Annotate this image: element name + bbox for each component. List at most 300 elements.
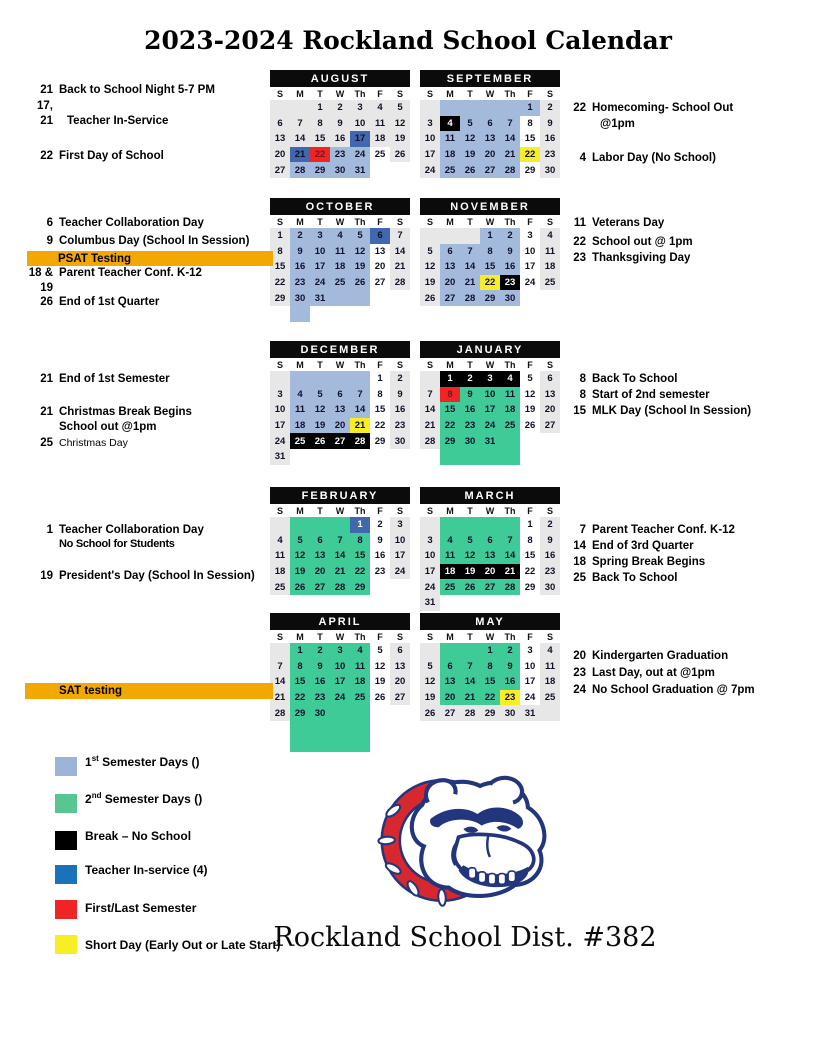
day-cell: 28 (460, 290, 480, 306)
day-cell (370, 306, 390, 322)
day-cell: 31 (270, 449, 290, 465)
day-cell (520, 449, 540, 465)
day-cell: 29 (270, 290, 290, 306)
annotation-line: 15 MLK Day (School In Session) (573, 405, 752, 417)
day-cell: 9 (540, 116, 560, 132)
day-cell: 7 (330, 533, 350, 549)
day-cell (440, 449, 460, 465)
day-cell: 23 (290, 275, 310, 291)
day-of-week-header (420, 630, 560, 643)
day-cell: 17 (390, 548, 410, 564)
day-header: T (317, 359, 323, 370)
annotation-line: 22 School out @ 1pm (573, 236, 693, 248)
day-header: Th (354, 88, 366, 99)
day-cell: 15 (480, 674, 500, 690)
day-header: S (426, 505, 433, 516)
day-cell: 9 (370, 533, 390, 549)
annotation-line: 19 President's Day (School In Session) (40, 570, 255, 582)
day-header: Th (354, 631, 366, 642)
day-cell (500, 517, 520, 533)
day-cell: 19 (290, 564, 310, 580)
day-cell (540, 595, 560, 611)
day-cell: 21 (460, 690, 480, 706)
legend-swatch-first-semester (55, 757, 77, 776)
day-cell (420, 100, 440, 116)
day-cell: 6 (330, 387, 350, 403)
day-cell: 6 (480, 116, 500, 132)
annotation-line: 21 Christmas Break Begins (40, 406, 192, 418)
day-cell: 17 (480, 402, 500, 418)
day-cell: 2 (370, 517, 390, 533)
annotation-line: 26 End of 1st Quarter (40, 296, 160, 308)
day-cell: 10 (350, 116, 370, 132)
legend-item (55, 935, 280, 954)
day-cell: 12 (350, 244, 370, 260)
day-header: S (396, 359, 403, 370)
day-cell: 8 (480, 659, 500, 675)
day-cell: 6 (440, 659, 460, 675)
day-cell: 12 (520, 387, 540, 403)
day-header: M (446, 88, 454, 99)
legend-item (55, 865, 208, 884)
month-title: APRIL (270, 613, 410, 630)
day-cell: 22 (480, 275, 500, 291)
day-cell: 19 (350, 259, 370, 275)
day-cell: 2 (500, 643, 520, 659)
day-cell: 5 (520, 371, 540, 387)
day-cell: 27 (370, 275, 390, 291)
day-header: S (276, 88, 283, 99)
day-cell: 23 (540, 147, 560, 163)
day-cell (270, 371, 290, 387)
annotation-line: 23 Thanksgiving Day (573, 252, 691, 264)
day-cell: 29 (350, 579, 370, 595)
day-cell (520, 433, 540, 449)
annotation-line: 25 Christmas Day (40, 437, 128, 449)
day-cell: 4 (540, 228, 560, 244)
legend-swatch-first-last-semester (55, 900, 77, 919)
day-cell: 31 (520, 705, 540, 721)
annotation-line: 21 End of 1st Semester (40, 373, 170, 385)
day-cell: 1 (520, 100, 540, 116)
day-cell: 5 (420, 244, 440, 260)
day-cell: 7 (460, 244, 480, 260)
day-cell (310, 371, 330, 387)
annotation-line: 6 Teacher Collaboration Day (46, 217, 204, 229)
day-cell: 19 (420, 690, 440, 706)
day-cell: 20 (440, 275, 460, 291)
annotation-line: 14 End of 3rd Quarter (573, 540, 694, 552)
day-cell: 22 (370, 418, 390, 434)
day-cell (350, 371, 370, 387)
day-cell: 16 (390, 402, 410, 418)
day-cell: 19 (310, 418, 330, 434)
day-cell: 10 (520, 659, 540, 675)
day-header: T (467, 505, 473, 516)
day-cell: 3 (420, 533, 440, 549)
day-cell (460, 517, 480, 533)
day-header: W (335, 505, 345, 516)
day-cell: 28 (350, 433, 370, 449)
day-of-week-header (270, 215, 410, 228)
day-cell (520, 290, 540, 306)
day-cell: 13 (480, 131, 500, 147)
day-header: F (377, 631, 383, 642)
day-cell: 22 (520, 147, 540, 163)
psat-testing-highlight (27, 251, 273, 266)
sat-testing-highlight (25, 683, 273, 699)
day-header: S (546, 88, 553, 99)
day-cell: 24 (520, 275, 540, 291)
day-cell (420, 371, 440, 387)
day-cell: 31 (310, 290, 330, 306)
day-cell: 9 (500, 659, 520, 675)
day-cell: 20 (270, 147, 290, 163)
day-cell: 6 (270, 116, 290, 132)
day-cell (350, 306, 370, 322)
day-header: S (276, 631, 283, 642)
annotation-line: 8 Back To School (579, 373, 678, 385)
day-cell: 25 (500, 418, 520, 434)
day-cell: 20 (440, 690, 460, 706)
day-cell: 13 (390, 659, 410, 675)
sat-testing-label: SAT testing (59, 685, 123, 697)
day-cell: 8 (440, 387, 460, 403)
day-cell: 4 (270, 533, 290, 549)
annotation-line: 22 First Day of School (40, 150, 164, 162)
month-grid (270, 228, 410, 322)
day-cell: 4 (330, 228, 350, 244)
day-cell (330, 290, 350, 306)
day-cell: 26 (370, 690, 390, 706)
calendar-september (420, 70, 560, 178)
day-cell (370, 162, 390, 178)
day-cell (350, 737, 370, 753)
day-cell: 17 (270, 418, 290, 434)
day-cell: 18 (540, 259, 560, 275)
legend-label: Break – No School (85, 829, 192, 843)
day-cell (330, 517, 350, 533)
day-cell: 26 (460, 579, 480, 595)
day-cell: 29 (480, 290, 500, 306)
day-cell: 15 (310, 131, 330, 147)
day-cell (330, 306, 350, 322)
day-cell: 18 (440, 147, 460, 163)
day-cell: 24 (420, 162, 440, 178)
day-cell: 5 (290, 533, 310, 549)
day-cell: 14 (350, 402, 370, 418)
day-cell: 2 (390, 371, 410, 387)
day-cell: 26 (350, 275, 370, 291)
day-header: W (335, 216, 345, 227)
day-cell: 24 (330, 690, 350, 706)
month-title: MARCH (420, 487, 560, 504)
day-cell: 6 (390, 643, 410, 659)
day-header: S (276, 359, 283, 370)
day-cell (370, 721, 390, 737)
day-cell: 24 (420, 579, 440, 595)
day-cell: 28 (500, 162, 520, 178)
day-header: W (485, 216, 495, 227)
day-cell: 11 (440, 131, 460, 147)
day-cell: 17 (420, 564, 440, 580)
day-cell (460, 228, 480, 244)
day-cell: 18 (540, 674, 560, 690)
day-cell: 22 (270, 275, 290, 291)
day-cell (390, 449, 410, 465)
day-cell (370, 290, 390, 306)
day-cell: 12 (290, 548, 310, 564)
day-cell: 19 (520, 402, 540, 418)
day-cell: 18 (440, 564, 460, 580)
day-cell: 30 (390, 433, 410, 449)
day-cell (440, 228, 460, 244)
day-cell: 4 (290, 387, 310, 403)
day-cell (310, 721, 330, 737)
day-cell: 15 (350, 548, 370, 564)
day-cell: 16 (330, 131, 350, 147)
day-cell: 1 (350, 517, 370, 533)
day-header: T (467, 631, 473, 642)
annotation-line: 17, (37, 100, 53, 112)
day-cell: 9 (460, 387, 480, 403)
day-cell: 6 (440, 244, 460, 260)
day-cell: 7 (420, 387, 440, 403)
day-cell: 25 (270, 579, 290, 595)
day-cell: 27 (480, 579, 500, 595)
calendar-october (270, 198, 410, 322)
day-of-week-header (420, 215, 560, 228)
day-cell (480, 449, 500, 465)
day-cell (440, 517, 460, 533)
day-header: W (485, 505, 495, 516)
day-cell: 14 (500, 548, 520, 564)
day-cell (270, 100, 290, 116)
day-header: F (527, 505, 533, 516)
day-header: M (446, 216, 454, 227)
month-title: OCTOBER (270, 198, 410, 215)
calendar-august (270, 70, 410, 178)
psat-testing-label: PSAT Testing (58, 252, 132, 265)
day-cell: 1 (370, 371, 390, 387)
day-cell: 29 (310, 162, 330, 178)
month-title: NOVEMBER (420, 198, 560, 215)
day-cell: 14 (290, 131, 310, 147)
day-cell (370, 737, 390, 753)
day-cell: 27 (480, 162, 500, 178)
day-of-week-header (420, 358, 560, 371)
day-cell (370, 705, 390, 721)
day-cell (330, 737, 350, 753)
day-cell: 3 (270, 387, 290, 403)
month-grid (420, 517, 560, 611)
day-cell: 10 (330, 659, 350, 675)
day-header: W (485, 631, 495, 642)
month-grid (270, 100, 410, 178)
day-cell: 8 (520, 116, 540, 132)
day-cell: 5 (310, 387, 330, 403)
day-cell: 5 (460, 533, 480, 549)
day-cell: 24 (270, 433, 290, 449)
annotation-line: 11 Veterans Day (573, 217, 665, 229)
day-header: W (485, 88, 495, 99)
day-cell (290, 721, 310, 737)
day-cell: 12 (390, 116, 410, 132)
day-header: Th (354, 359, 366, 370)
day-cell: 9 (390, 387, 410, 403)
day-cell: 27 (540, 418, 560, 434)
calendar-april (270, 613, 410, 752)
month-grid (270, 371, 410, 465)
day-cell: 28 (270, 705, 290, 721)
day-cell: 21 (290, 147, 310, 163)
day-header: T (317, 631, 323, 642)
day-cell: 1 (520, 517, 540, 533)
day-cell: 14 (500, 131, 520, 147)
day-header: Th (504, 88, 516, 99)
day-cell: 9 (500, 244, 520, 260)
day-cell: 16 (290, 259, 310, 275)
day-cell: 2 (540, 100, 560, 116)
day-cell: 6 (540, 371, 560, 387)
day-cell (350, 290, 370, 306)
day-cell: 19 (460, 564, 480, 580)
legend-item (55, 754, 200, 776)
day-cell: 15 (520, 131, 540, 147)
annotation-line: 24 No School Graduation @ 7pm (573, 684, 755, 696)
day-cell: 26 (290, 579, 310, 595)
day-cell: 14 (390, 244, 410, 260)
month-grid (270, 517, 410, 595)
day-cell: 8 (520, 533, 540, 549)
annotation-line: 8 Start of 2nd semester (579, 389, 710, 401)
day-cell: 16 (460, 402, 480, 418)
day-cell (390, 290, 410, 306)
day-cell: 28 (420, 433, 440, 449)
day-cell (290, 371, 310, 387)
day-cell: 20 (480, 564, 500, 580)
day-cell: 13 (270, 131, 290, 147)
day-cell (540, 705, 560, 721)
calendar-january (420, 341, 560, 465)
legend-swatch-teacher-inservice (55, 865, 77, 884)
day-cell: 11 (330, 244, 350, 260)
calendar-may (420, 613, 560, 721)
day-cell (390, 721, 410, 737)
month-grid (270, 643, 410, 752)
day-cell (440, 100, 460, 116)
day-cell: 7 (500, 533, 520, 549)
annotation-line: 19 (40, 282, 53, 294)
day-cell: 25 (440, 579, 460, 595)
day-header: F (527, 631, 533, 642)
annotation-line: 9 Columbus Day (School In Session) (46, 235, 250, 247)
day-cell: 28 (330, 579, 350, 595)
day-cell: 13 (330, 402, 350, 418)
day-cell: 5 (350, 228, 370, 244)
day-header: M (296, 631, 304, 642)
day-header: S (426, 88, 433, 99)
day-cell: 14 (270, 674, 290, 690)
day-cell: 4 (350, 643, 370, 659)
month-title: JANUARY (420, 341, 560, 358)
day-cell (460, 643, 480, 659)
month-title: AUGUST (270, 70, 410, 87)
day-cell: 11 (270, 548, 290, 564)
day-cell: 24 (520, 690, 540, 706)
day-cell (330, 705, 350, 721)
day-cell: 4 (440, 116, 460, 132)
day-cell (420, 517, 440, 533)
day-cell: 12 (460, 548, 480, 564)
day-cell: 8 (370, 387, 390, 403)
day-cell: 17 (310, 259, 330, 275)
day-cell: 26 (460, 162, 480, 178)
annotation-line: 23 Last Day, out at @1pm (573, 667, 715, 679)
day-cell: 26 (310, 433, 330, 449)
day-cell: 27 (390, 690, 410, 706)
day-header: Th (354, 216, 366, 227)
day-cell (310, 737, 330, 753)
day-cell: 3 (480, 371, 500, 387)
day-cell: 3 (520, 228, 540, 244)
day-cell: 8 (270, 244, 290, 260)
day-cell: 1 (480, 643, 500, 659)
month-grid (420, 371, 560, 465)
day-cell: 21 (390, 259, 410, 275)
day-cell: 11 (540, 659, 560, 675)
day-cell: 10 (270, 402, 290, 418)
day-cell: 14 (420, 402, 440, 418)
day-cell: 30 (540, 579, 560, 595)
day-cell: 11 (540, 244, 560, 260)
day-header: M (296, 359, 304, 370)
day-cell (500, 433, 520, 449)
day-cell: 13 (440, 674, 460, 690)
day-cell: 5 (420, 659, 440, 675)
day-cell: 7 (290, 116, 310, 132)
day-header: W (485, 359, 495, 370)
day-cell: 10 (310, 244, 330, 260)
page-title: 2023-2024 Rockland School Calendar (144, 26, 672, 55)
day-cell (350, 449, 370, 465)
day-cell: 17 (330, 674, 350, 690)
day-cell (290, 449, 310, 465)
day-header: T (467, 88, 473, 99)
day-cell: 15 (520, 548, 540, 564)
day-of-week-header (270, 87, 410, 100)
day-cell: 26 (520, 418, 540, 434)
day-cell: 8 (290, 659, 310, 675)
day-cell: 20 (390, 674, 410, 690)
day-cell: 9 (310, 659, 330, 675)
day-header: F (377, 216, 383, 227)
day-cell: 11 (290, 402, 310, 418)
day-cell: 16 (540, 548, 560, 564)
day-cell (480, 517, 500, 533)
day-cell: 21 (500, 564, 520, 580)
month-title: SEPTEMBER (420, 70, 560, 87)
annotation-line: 4 Labor Day (No School) (579, 152, 716, 164)
day-header: T (317, 88, 323, 99)
day-cell: 1 (480, 228, 500, 244)
legend-swatch-break (55, 831, 77, 850)
day-of-week-header (270, 630, 410, 643)
day-cell: 21 (330, 564, 350, 580)
day-cell (330, 449, 350, 465)
day-cell: 21 (420, 418, 440, 434)
day-cell (270, 721, 290, 737)
